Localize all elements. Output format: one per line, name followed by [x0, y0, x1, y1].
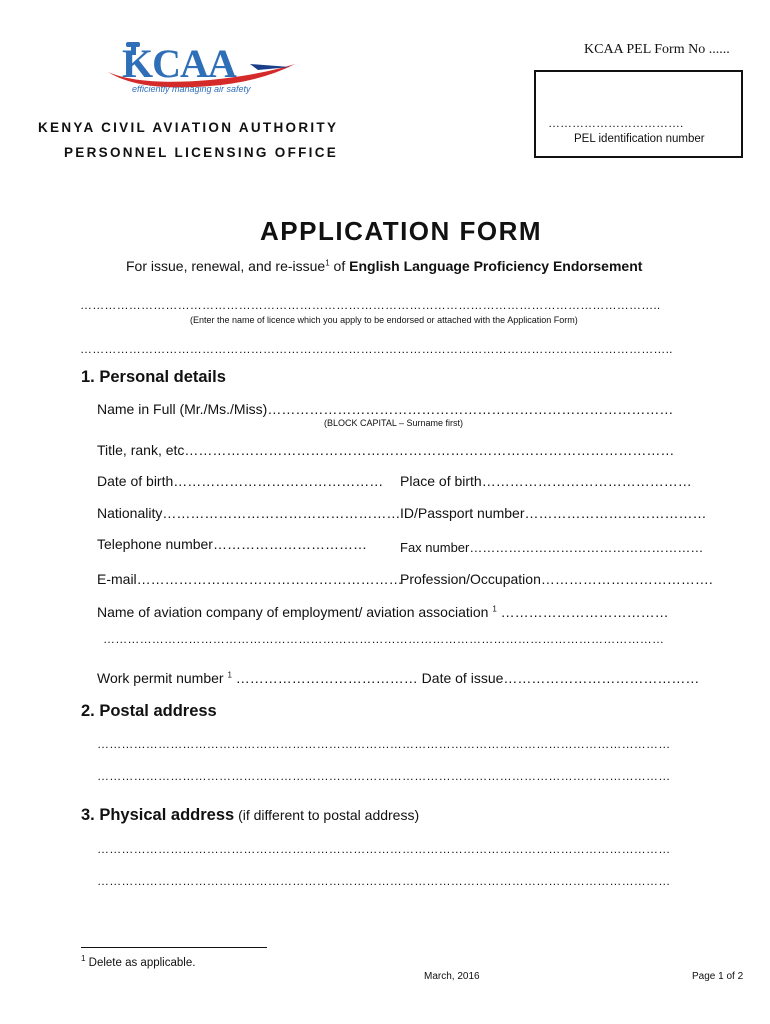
place-of-birth-field[interactable]: Place of birth………………………………………	[400, 473, 692, 489]
physical-line-1[interactable]: ……………………………………………………………………………………………………………………………	[97, 842, 671, 856]
work-permit-footnote-mark: 1	[227, 670, 232, 680]
org-name: KENYA CIVIL AVIATION AUTHORITY	[38, 120, 339, 135]
pel-id-label: PEL identification number	[574, 133, 705, 145]
company-dots: ………………………………	[496, 604, 669, 620]
footnote-mark: 1	[81, 954, 86, 964]
licence-hint: (Enter the name of licence which you apply to be endorsed or attached with the Application Form)	[190, 315, 578, 325]
subtitle-footnote-mark: 1	[325, 258, 330, 268]
telephone-field[interactable]: Telephone number……………………………	[97, 536, 367, 552]
subtitle-prefix: For issue, renewal, and re-issue	[126, 258, 326, 274]
section-personal-heading: 1. Personal details	[81, 368, 226, 386]
logo-wordmark: KCAA	[122, 41, 236, 86]
page-title: APPLICATION FORM	[260, 216, 543, 246]
company-line-2[interactable]: …………………………………………………………………………………………………………………………	[103, 632, 665, 646]
form-number-label: KCAA PEL Form No ......	[584, 42, 730, 57]
company-footnote-mark: 1	[492, 604, 497, 614]
licence-line-2[interactable]: ………………………………………………………………………………………………………………………………..	[80, 342, 673, 356]
physical-line-2[interactable]: ……………………………………………………………………………………………………………………………	[97, 874, 671, 888]
subtitle	[126, 258, 642, 274]
passport-field[interactable]: ID/Passport number…………………………………	[400, 505, 707, 521]
section-postal-heading: 2. Postal address	[81, 702, 217, 720]
pel-id-box	[534, 70, 743, 158]
licence-line-1[interactable]: ……………………………………………………………………………………………………………………………..	[80, 298, 661, 312]
postal-line-2[interactable]: ……………………………………………………………………………………………………………………………	[97, 769, 671, 783]
footer-page-number: Page 1 of 2	[692, 971, 744, 982]
date-of-birth-field[interactable]: Date of birth………………………………………	[97, 473, 384, 489]
footer-date: March, 2016	[424, 971, 480, 982]
work-permit-label: Work permit number	[97, 670, 228, 686]
section-physical-heading	[81, 806, 419, 825]
postal-line-1[interactable]: ……………………………………………………………………………………………………………………………	[97, 737, 671, 751]
email-field[interactable]: E-mail…………………………………………………	[97, 571, 403, 587]
subtitle-of: of	[329, 258, 350, 274]
footnote-text: Delete as applicable.	[85, 957, 196, 969]
footnote-divider	[81, 947, 267, 948]
block-capital-hint: (BLOCK CAPITAL – Surname first)	[324, 418, 464, 428]
pel-id-dots: …………………………….	[548, 116, 684, 130]
title-rank-field[interactable]: Title, rank, etc……………………………………………………………………………………………	[97, 442, 675, 458]
work-permit-field[interactable]	[97, 670, 699, 686]
footnote	[81, 954, 196, 969]
kcaa-logo	[100, 34, 300, 98]
nationality-field[interactable]: Nationality……………………………………………	[97, 505, 401, 521]
physical-heading-text: 3. Physical address	[81, 806, 235, 824]
fax-field[interactable]: Fax number………………………………………………	[400, 540, 704, 555]
work-permit-dots: ………………………………… Date of issue……………………………………	[231, 670, 700, 686]
org-office: PERSONNEL LICENSING OFFICE	[64, 145, 339, 160]
subtitle-endorsement: English Language Proficiency Endorsement	[349, 258, 643, 274]
profession-field[interactable]: Profession/Occupation……………………………….	[400, 571, 713, 587]
logo-tagline: efficiently managing air safety	[132, 84, 251, 94]
company-field[interactable]	[97, 604, 669, 620]
physical-heading-note: (if different to postal address)	[234, 807, 420, 823]
name-full-field[interactable]: Name in Full (Mr./Ms./Miss)……………………………………………………………………………	[97, 401, 674, 417]
company-label: Name of aviation company of employment/ aviation association	[97, 604, 493, 620]
